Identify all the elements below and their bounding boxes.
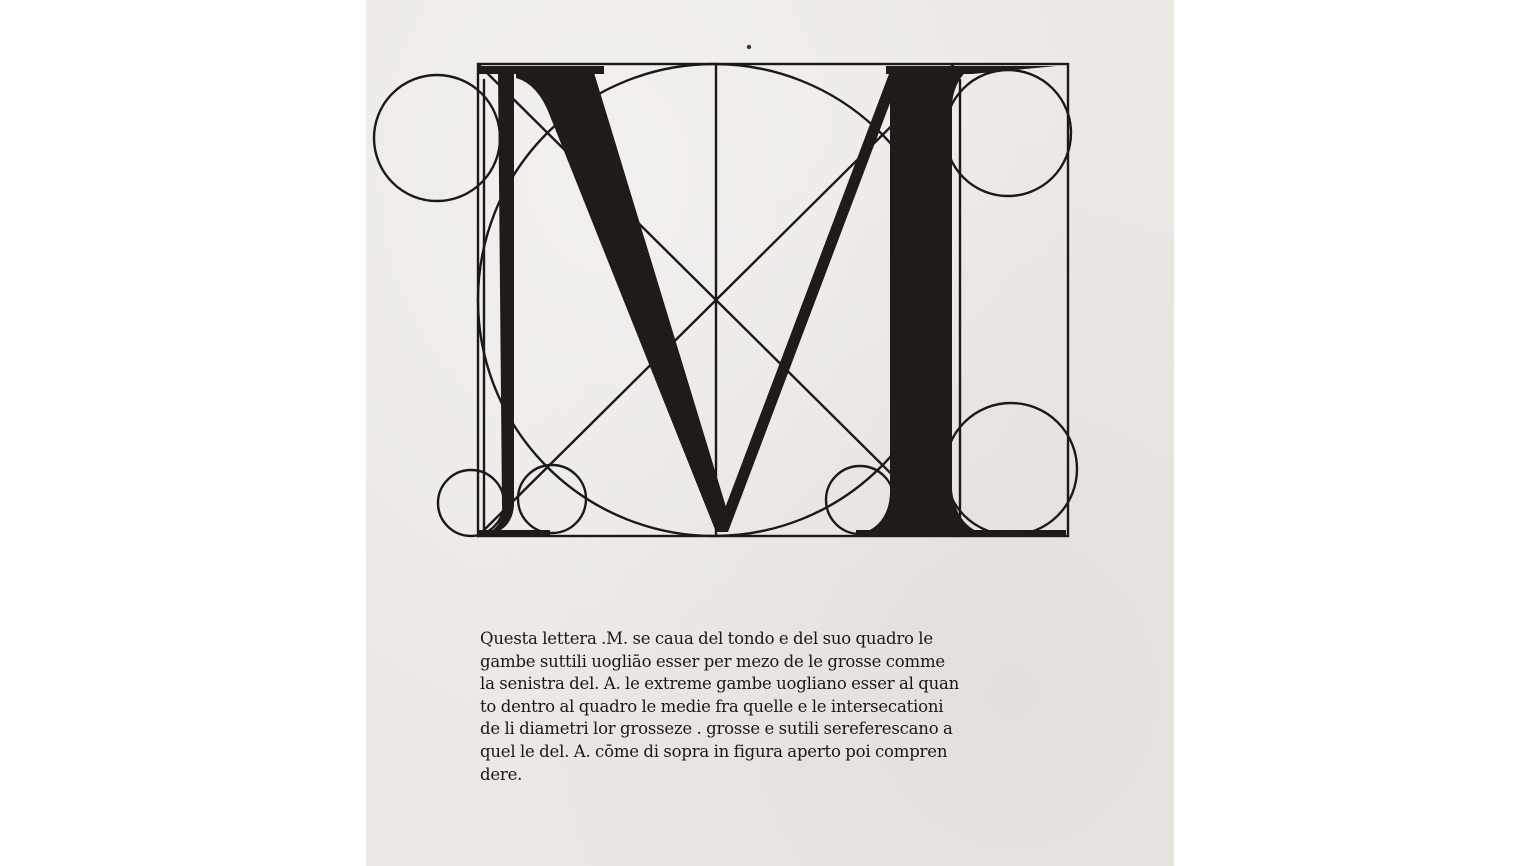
caption-line: to dentro al quadro le medie fra quelle e le intersecationi <box>480 696 944 716</box>
book-page <box>366 0 1174 866</box>
caption-text-block <box>480 628 1100 786</box>
m-left-thin-leg <box>486 72 514 534</box>
circle-bottom-inner-left <box>518 465 586 533</box>
m-bottom-serif-left <box>478 530 550 536</box>
circle-bottom-right <box>945 403 1077 535</box>
caption-line: dere. <box>480 764 523 784</box>
m-left-thick-stroke <box>516 66 730 532</box>
caption-line: quel le del. A. cōme di sopra in figura aperto poi compren <box>480 741 948 761</box>
ink-speck <box>747 45 751 49</box>
caption-line: gambe suttili uogliāo esser per mezo de le grosse comme <box>480 651 945 671</box>
m-bottom-serif-right <box>856 530 1066 536</box>
m-glyph <box>478 66 1066 536</box>
m-middle-thin-stroke <box>716 66 904 532</box>
m-top-serif-right <box>886 66 1056 74</box>
m-right-thick-leg <box>860 66 984 534</box>
m-top-serif-left <box>478 66 604 74</box>
circle-top-right <box>945 70 1071 196</box>
caption-line: Questa lettera .M. se caua del tondo e del suo quadro le <box>480 629 933 648</box>
circle-bottom-left <box>438 470 504 536</box>
caption-line: la senistra del. A. le extreme gambe uogliano esser al quan <box>480 674 960 694</box>
caption-line: de li diametri lor grosseze . grosse e sutili sereferescano a <box>480 719 953 739</box>
circle-top-left <box>374 75 500 201</box>
